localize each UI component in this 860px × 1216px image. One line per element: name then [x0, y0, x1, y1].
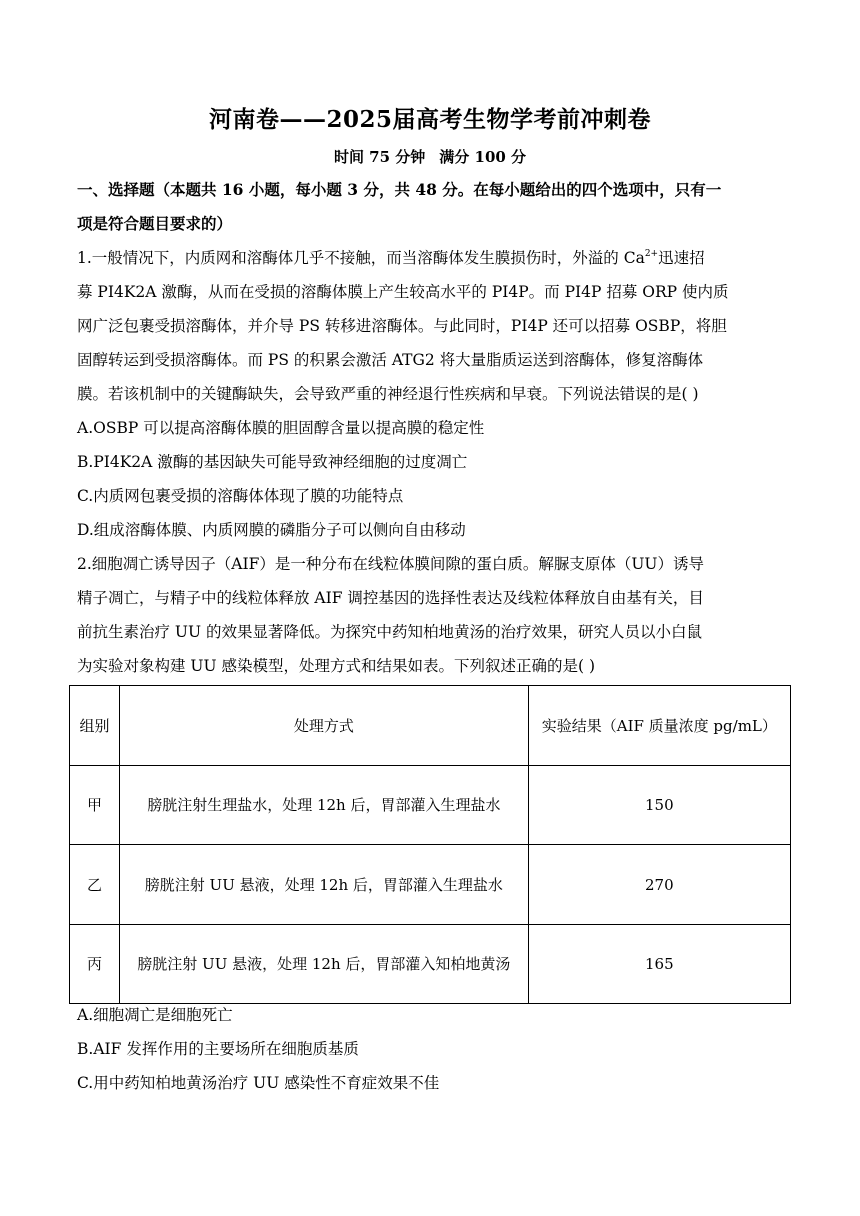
exam-title: 河南卷——2025届高考生物学考前冲刺卷	[208, 106, 651, 133]
q1-stem-line-2: 募 PI4K2A 激酶，从而在受损的溶酶体膜上产生较高水平的 PI4P。而 PI4P 招募 ORP 使内质	[77, 283, 729, 301]
q1-option-b: B.PI4K2A 激酶的基因缺失可能导致神经细胞的过度凋亡	[77, 453, 468, 471]
results-table	[69, 685, 791, 1004]
table-row	[70, 845, 791, 924]
q1-option-d: D.组成溶酶体膜、内质网膜的磷脂分子可以侧向自由移动	[77, 521, 466, 539]
q1-stem-line-1-text: 1.一般情况下，内质网和溶酶体几乎不接触，而当溶酶体发生膜损伤时，外溢的 Ca	[77, 249, 645, 267]
table-row	[70, 924, 791, 1003]
exam-time: 时间 75 分钟	[333, 148, 426, 166]
row-group: 丙	[70, 924, 120, 1003]
header-treatment: 处理方式	[120, 686, 529, 766]
section-heading-line-1: 一、选择题（本题共 16 小题，每小题 3 分，共 48 分。在每小题给出的四个选项中，只有一	[77, 180, 722, 199]
q2-stem-line-3: 前抗生素治疗 UU 的效果显著降低。为探究中药知柏地黄汤的治疗效果，研究人员以小白鼠	[77, 623, 702, 641]
q1-stem-line-1	[77, 247, 705, 269]
row-treatment: 膀胱注射生理盐水，处理 12h 后，胃部灌入生理盐水	[120, 766, 529, 845]
q1-stem-line-1-tail: 迅速招	[658, 249, 705, 267]
q2-stem-line-4: 为实验对象构建 UU 感染模型，处理方式和结果如表。下列叙述正确的是( )	[77, 657, 596, 675]
exam-score: 满分 100 分	[439, 148, 527, 166]
row-result: 150	[528, 766, 790, 845]
row-treatment: 膀胱注射 UU 悬液，处理 12h 后，胃部灌入知柏地黄汤	[120, 924, 529, 1003]
header-result: 实验结果（AIF 质量浓度 pg/mL）	[528, 686, 790, 766]
row-group: 甲	[70, 766, 120, 845]
exam-subtitle	[0, 146, 860, 167]
q1-option-c: C.内质网包裹受损的溶酶体体现了膜的功能特点	[77, 487, 404, 505]
q2-option-c: C.用中药知柏地黄汤治疗 UU 感染性不育症效果不佳	[77, 1074, 440, 1092]
q2-stem-line-2: 精子凋亡，与精子中的线粒体释放 AIF 调控基因的选择性表达及线粒体释放自由基有关，目	[77, 589, 704, 607]
q2-option-b: B.AIF 发挥作用的主要场所在细胞质基质	[77, 1040, 359, 1058]
q2-option-a: A.细胞凋亡是细胞死亡	[77, 1006, 233, 1024]
q1-stem-line-3: 网广泛包裹受损溶酶体，并介导 PS 转移进溶酶体。与此同时，PI4P 还可以招募 OSBP，将胆	[77, 317, 727, 335]
header-group: 组别	[70, 686, 120, 766]
row-result: 270	[528, 845, 790, 924]
table-row	[70, 766, 791, 845]
q1-stem-line-5: 膜。若该机制中的关键酶缺失，会导致严重的神经退行性疾病和早衰。下列说法错误的是( )	[77, 385, 699, 403]
row-treatment: 膀胱注射 UU 悬液，处理 12h 后，胃部灌入生理盐水	[120, 845, 529, 924]
table-header-row	[70, 686, 791, 766]
q1-option-a: A.OSBP 可以提高溶酶体膜的胆固醇含量以提高膜的稳定性	[77, 419, 485, 437]
section-heading-line-2: 项是符合题目要求的）	[77, 214, 233, 233]
q2-stem-line-1: 2.细胞凋亡诱导因子（AIF）是一种分布在线粒体膜间隙的蛋白质。解脲支原体（UU）诱导	[77, 555, 704, 573]
row-result: 165	[528, 924, 790, 1003]
calcium-charge-superscript: 2+	[644, 249, 659, 259]
row-group: 乙	[70, 845, 120, 924]
q1-stem-line-4: 固醇转运到受损溶酶体。而 PS 的积累会激活 ATG2 将大量脂质运送到溶酶体，修复溶酶体	[77, 351, 704, 369]
